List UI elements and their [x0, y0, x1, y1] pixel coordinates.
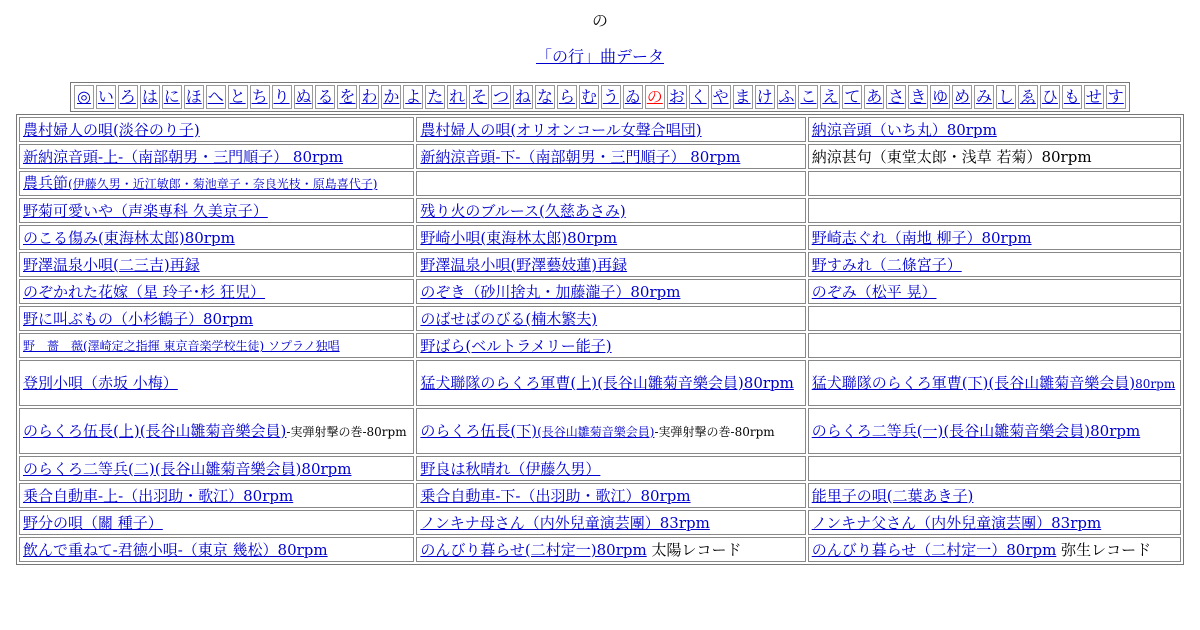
kana-nav-link[interactable]: ◎	[76, 87, 91, 106]
kana-nav-item	[952, 85, 972, 109]
song-cell	[19, 537, 414, 562]
song-link[interactable]: 新納涼音頭-下-（南部朝男・三門順子） 80rpm	[420, 147, 741, 166]
song-link[interactable]: のんびり暮らせ（二村定一）80rpm	[811, 540, 1057, 559]
kana-index-nav	[70, 82, 1130, 112]
song-cell	[416, 456, 805, 481]
kana-nav-link[interactable]: わ	[361, 87, 378, 106]
kana-nav-link[interactable]: や	[712, 87, 729, 106]
song-cell	[19, 306, 414, 331]
kana-nav-link[interactable]: け	[756, 87, 773, 106]
kana-nav-link[interactable]: さ	[888, 87, 905, 106]
song-link[interactable]: 猛犬聯隊のらくろ軍曹(下)(長谷山雛菊音樂会員)	[811, 373, 1136, 392]
kana-nav-item	[689, 85, 709, 109]
song-cell	[416, 510, 805, 535]
kana-nav-item	[645, 85, 665, 109]
kana-nav-link[interactable]: を	[339, 87, 356, 106]
table-row	[19, 456, 1181, 481]
song-link[interactable]: 能里子の唄(二葉あき子)	[811, 486, 974, 505]
song-link[interactable]: 野すみれ（二條宮子）	[811, 255, 962, 274]
kana-nav-item	[403, 85, 423, 109]
table-row	[19, 225, 1181, 250]
table-row	[19, 408, 1181, 454]
label-note: 弥生レコード	[1056, 540, 1152, 559]
table-row	[19, 279, 1181, 304]
kana-nav-item	[162, 85, 182, 109]
kana-nav-item	[601, 85, 621, 109]
song-cell	[19, 225, 414, 250]
kana-nav-link[interactable]: う	[602, 87, 619, 106]
kana-nav-link[interactable]: む	[580, 87, 597, 106]
song-link[interactable]: のばせばのびる(楠木繁夫)	[420, 309, 598, 328]
kana-nav-item	[447, 85, 467, 109]
song-link[interactable]: 野ばら(ベルトラメリー能子)	[420, 336, 612, 355]
table-row	[19, 483, 1181, 508]
song-link[interactable]: 農村婦人の唄(淡谷のり子)	[23, 120, 200, 139]
song-link[interactable]: 残り火のブルース(久慈あさみ)	[420, 201, 626, 220]
song-link[interactable]: ノンキナ父さん（内外兒童演芸團）83rpm	[811, 513, 1102, 532]
kana-nav-item	[755, 85, 775, 109]
kana-nav-item	[1084, 85, 1104, 109]
kana-nav-link[interactable]: た	[427, 87, 444, 106]
kana-nav-item	[140, 85, 160, 109]
song-link[interactable]: ノンキナ母さん（内外兒童演芸團）83rpm	[420, 513, 710, 532]
song-cell	[416, 144, 805, 169]
kana-nav-link[interactable]: な	[536, 87, 553, 106]
table-row	[19, 117, 1181, 142]
kana-nav-link[interactable]: く	[690, 87, 707, 106]
song-cell	[808, 408, 1181, 454]
song-cell	[19, 360, 414, 406]
song-link[interactable]: のらくろ二等兵(一)(長谷山雛菊音樂会員)80rpm	[811, 422, 1141, 440]
song-cell	[19, 333, 414, 358]
song-link[interactable]: 野崎小唄(東海林太郎)80rpm	[420, 228, 618, 247]
kana-nav-item	[228, 85, 248, 109]
table-row	[19, 252, 1181, 277]
song-link[interactable]: 野菊可愛いや（声楽専科 久美京子）	[23, 201, 268, 220]
kana-nav-link[interactable]: ゑ	[1019, 87, 1036, 106]
song-cell	[19, 117, 414, 142]
kana-nav-link[interactable]: お	[668, 87, 685, 106]
kana-nav-item	[777, 85, 797, 109]
kana-nav-link[interactable]: へ	[207, 87, 224, 106]
song-cell	[808, 117, 1181, 142]
song-note: -実弾射撃の巻-80rpm	[654, 424, 775, 439]
kana-nav-item	[315, 85, 335, 109]
kana-nav-item	[294, 85, 314, 109]
song-cell	[808, 252, 1181, 277]
kana-nav-link[interactable]: す	[1107, 87, 1124, 106]
page-title: の	[591, 11, 608, 30]
kana-nav-link[interactable]: そ	[471, 87, 488, 106]
song-cell	[416, 408, 805, 454]
song-link[interactable]: のらくろ伍長(上)(長谷山雛菊音樂会員)	[23, 421, 287, 440]
kana-nav-link[interactable]: し	[998, 87, 1015, 106]
song-link[interactable]: のらくろ二等兵(二)(長谷山雛菊音樂会員)80rpm	[23, 459, 352, 478]
table-row	[19, 510, 1181, 535]
kana-nav-link[interactable]: る	[317, 87, 334, 106]
song-link[interactable]: のらくろ伍長(下)	[420, 421, 538, 440]
kana-nav-link[interactable]: め	[954, 87, 971, 106]
kana-nav-link[interactable]: の	[646, 87, 663, 106]
kana-nav-item	[381, 85, 401, 109]
song-cell	[416, 333, 805, 358]
kana-nav-link[interactable]: ふ	[778, 87, 795, 106]
kana-nav-link[interactable]: れ	[449, 87, 466, 106]
song-cell	[19, 198, 414, 223]
table-row	[19, 306, 1181, 331]
song-link[interactable]: 野良は秋晴れ（伊藤久男）	[420, 459, 601, 478]
kana-nav-item	[206, 85, 226, 109]
kana-nav-link[interactable]: せ	[1085, 87, 1102, 106]
song-cell	[416, 225, 805, 250]
song-link[interactable]: のんびり暮らせ(二村定一)80rpm	[420, 540, 647, 559]
song-cell	[416, 117, 805, 142]
kana-nav-item	[974, 85, 994, 109]
kana-nav-item	[272, 85, 292, 109]
kana-nav-item	[1106, 85, 1126, 109]
song-cell	[808, 198, 1181, 223]
kana-nav-item	[908, 85, 928, 109]
song-cell	[808, 333, 1181, 358]
song-cell	[416, 483, 805, 508]
song-cell	[416, 537, 805, 562]
song-cell	[808, 171, 1181, 196]
song-cell	[19, 171, 414, 196]
kana-nav-item	[557, 85, 577, 109]
kana-nav-item	[623, 85, 643, 109]
song-cell	[19, 483, 414, 508]
song-table	[16, 114, 1184, 565]
song-cell	[808, 483, 1181, 508]
kana-nav-item	[184, 85, 204, 109]
kana-nav-link[interactable]: え	[822, 87, 839, 106]
song-link[interactable]: 猛犬聯隊のらくろ軍曹(上)(長谷山雛菊音樂会員)80rpm	[420, 374, 794, 392]
song-cell	[808, 279, 1181, 304]
song-link-detail[interactable]: (伊藤久男・近江敏郎・菊池章子・奈良光枝・原島喜代子)	[68, 177, 378, 191]
song-cell	[808, 225, 1181, 250]
song-cell	[416, 360, 805, 406]
song-cell	[808, 306, 1181, 331]
section-data-link[interactable]: 「の行」曲データ	[535, 47, 664, 66]
kana-nav-item	[74, 85, 94, 109]
kana-nav-item	[1018, 85, 1038, 109]
song-cell	[19, 252, 414, 277]
kana-nav-item	[886, 85, 906, 109]
kana-nav-item	[96, 85, 116, 109]
kana-nav-link[interactable]: あ	[866, 87, 883, 106]
label-note: 太陽レコード	[646, 540, 742, 559]
kana-nav-item	[359, 85, 379, 109]
kana-nav-link[interactable]: ら	[558, 87, 575, 106]
kana-nav-link[interactable]: ち	[251, 87, 268, 106]
kana-nav-item	[250, 85, 270, 109]
section-data-link-wrap	[0, 44, 1200, 67]
kana-nav-link[interactable]: み	[976, 87, 993, 106]
song-link[interactable]: のこる傷み(東海林太郎)80rpm	[23, 228, 235, 247]
kana-nav-link[interactable]: ゆ	[932, 87, 949, 106]
song-link[interactable]: 新納涼音頭-上-（南部朝男・三門順子） 80rpm	[23, 147, 343, 166]
song-link[interactable]: 農村婦人の唄(オリオンコール女聲合唱団)	[420, 120, 702, 139]
kana-nav-item	[491, 85, 511, 109]
song-cell	[19, 408, 414, 454]
song-link[interactable]: のぞかれた花嫁（星 玲子･杉 狂児）	[23, 282, 266, 301]
kana-nav-link[interactable]: い	[97, 87, 114, 106]
table-row	[19, 171, 1181, 196]
kana-nav-item	[711, 85, 731, 109]
song-cell	[808, 360, 1181, 406]
table-row	[19, 360, 1181, 406]
kana-nav-item	[820, 85, 840, 109]
table-row	[19, 198, 1181, 223]
song-link[interactable]: 飲んで重ねて-君徳小唄-（東京 幾松）80rpm	[23, 540, 328, 559]
kana-nav-link[interactable]: よ	[405, 87, 422, 106]
song-cell	[19, 279, 414, 304]
kana-nav-link[interactable]: ほ	[185, 87, 202, 106]
song-link[interactable]: 野に叫ぶもの（小杉鶴子）80rpm	[23, 309, 254, 328]
song-link[interactable]: 野崎志ぐれ（南地 柳子）80rpm	[811, 228, 1032, 247]
song-link-detail[interactable]: 野 薔 薇(澤崎定之指揮 東京音楽学校生徒) ソプラノ独唱	[23, 339, 340, 353]
kana-nav-item	[337, 85, 357, 109]
kana-nav-link[interactable]: て	[844, 87, 861, 106]
song-cell	[416, 198, 805, 223]
kana-nav-item	[842, 85, 862, 109]
song-title-text: 納涼甚句（東堂太郎・浅草 若菊）80rpm	[811, 147, 1092, 166]
song-link[interactable]: のぞき（砂川捨丸・加藤瀧子）80rpm	[420, 282, 681, 301]
kana-nav-link[interactable]: ろ	[119, 87, 136, 106]
kana-nav-link[interactable]: と	[229, 87, 246, 106]
kana-nav-item	[1062, 85, 1082, 109]
table-row	[19, 333, 1181, 358]
kana-nav-link[interactable]: か	[383, 87, 400, 106]
kana-nav-item	[118, 85, 138, 109]
song-cell	[416, 252, 805, 277]
table-row	[19, 537, 1181, 562]
song-cell	[808, 510, 1181, 535]
song-link[interactable]: 乗合自動車-上-（出羽助・歌江）80rpm	[23, 486, 294, 505]
kana-nav-link[interactable]: き	[910, 87, 927, 106]
kana-nav-item	[579, 85, 599, 109]
kana-nav-link[interactable]: ね	[515, 87, 532, 106]
kana-nav-item	[425, 85, 445, 109]
kana-nav-link[interactable]: ひ	[1041, 87, 1058, 106]
song-cell	[416, 306, 805, 331]
kana-nav-item	[1040, 85, 1060, 109]
song-cell	[808, 456, 1181, 481]
song-link-detail[interactable]: (長谷山雛菊音樂会員)	[537, 424, 655, 439]
song-cell	[19, 144, 414, 169]
kana-nav-item	[733, 85, 753, 109]
song-cell	[808, 537, 1181, 562]
kana-nav-link[interactable]: こ	[800, 87, 817, 106]
kana-nav-link[interactable]: に	[163, 87, 180, 106]
kana-nav-link[interactable]: ぬ	[295, 87, 312, 106]
kana-nav-link[interactable]: つ	[493, 87, 510, 106]
song-link[interactable]: 納涼音頭（いち丸）80rpm	[811, 120, 997, 139]
song-link[interactable]: 野分の唄（關 種子）	[23, 513, 163, 532]
kana-nav-item	[996, 85, 1016, 109]
song-cell	[416, 171, 805, 196]
kana-nav-link[interactable]: は	[141, 87, 158, 106]
kana-nav-link[interactable]: も	[1063, 87, 1080, 106]
song-link[interactable]: 登別小唄（赤坂 小梅）	[23, 374, 178, 392]
kana-nav-item	[864, 85, 884, 109]
song-link[interactable]: 野澤温泉小唄(二三吉)再録	[23, 255, 200, 274]
song-cell	[19, 456, 414, 481]
kana-nav-item	[930, 85, 950, 109]
kana-nav-item	[798, 85, 818, 109]
song-note: -実弾射撃の巻-80rpm	[286, 424, 407, 439]
table-row	[19, 144, 1181, 169]
kana-nav-link[interactable]: ま	[734, 87, 751, 106]
kana-nav-item	[513, 85, 533, 109]
song-link-detail[interactable]: 80rpm	[1135, 376, 1176, 391]
song-link[interactable]: 農兵節	[23, 174, 69, 192]
kana-nav-item	[667, 85, 687, 109]
song-cell	[416, 279, 805, 304]
kana-nav-item	[469, 85, 489, 109]
song-link[interactable]: 乗合自動車-下-（出羽助・歌江）80rpm	[420, 486, 691, 505]
song-link[interactable]: 野澤温泉小唄(野澤藝妓蓮)再録	[420, 255, 628, 274]
kana-nav-link[interactable]: り	[273, 87, 290, 106]
song-link[interactable]: のぞみ（松平 晃）	[811, 282, 937, 301]
song-cell	[19, 510, 414, 535]
kana-nav-item	[535, 85, 555, 109]
kana-nav-link[interactable]: ゐ	[624, 87, 641, 106]
song-cell	[808, 144, 1181, 169]
